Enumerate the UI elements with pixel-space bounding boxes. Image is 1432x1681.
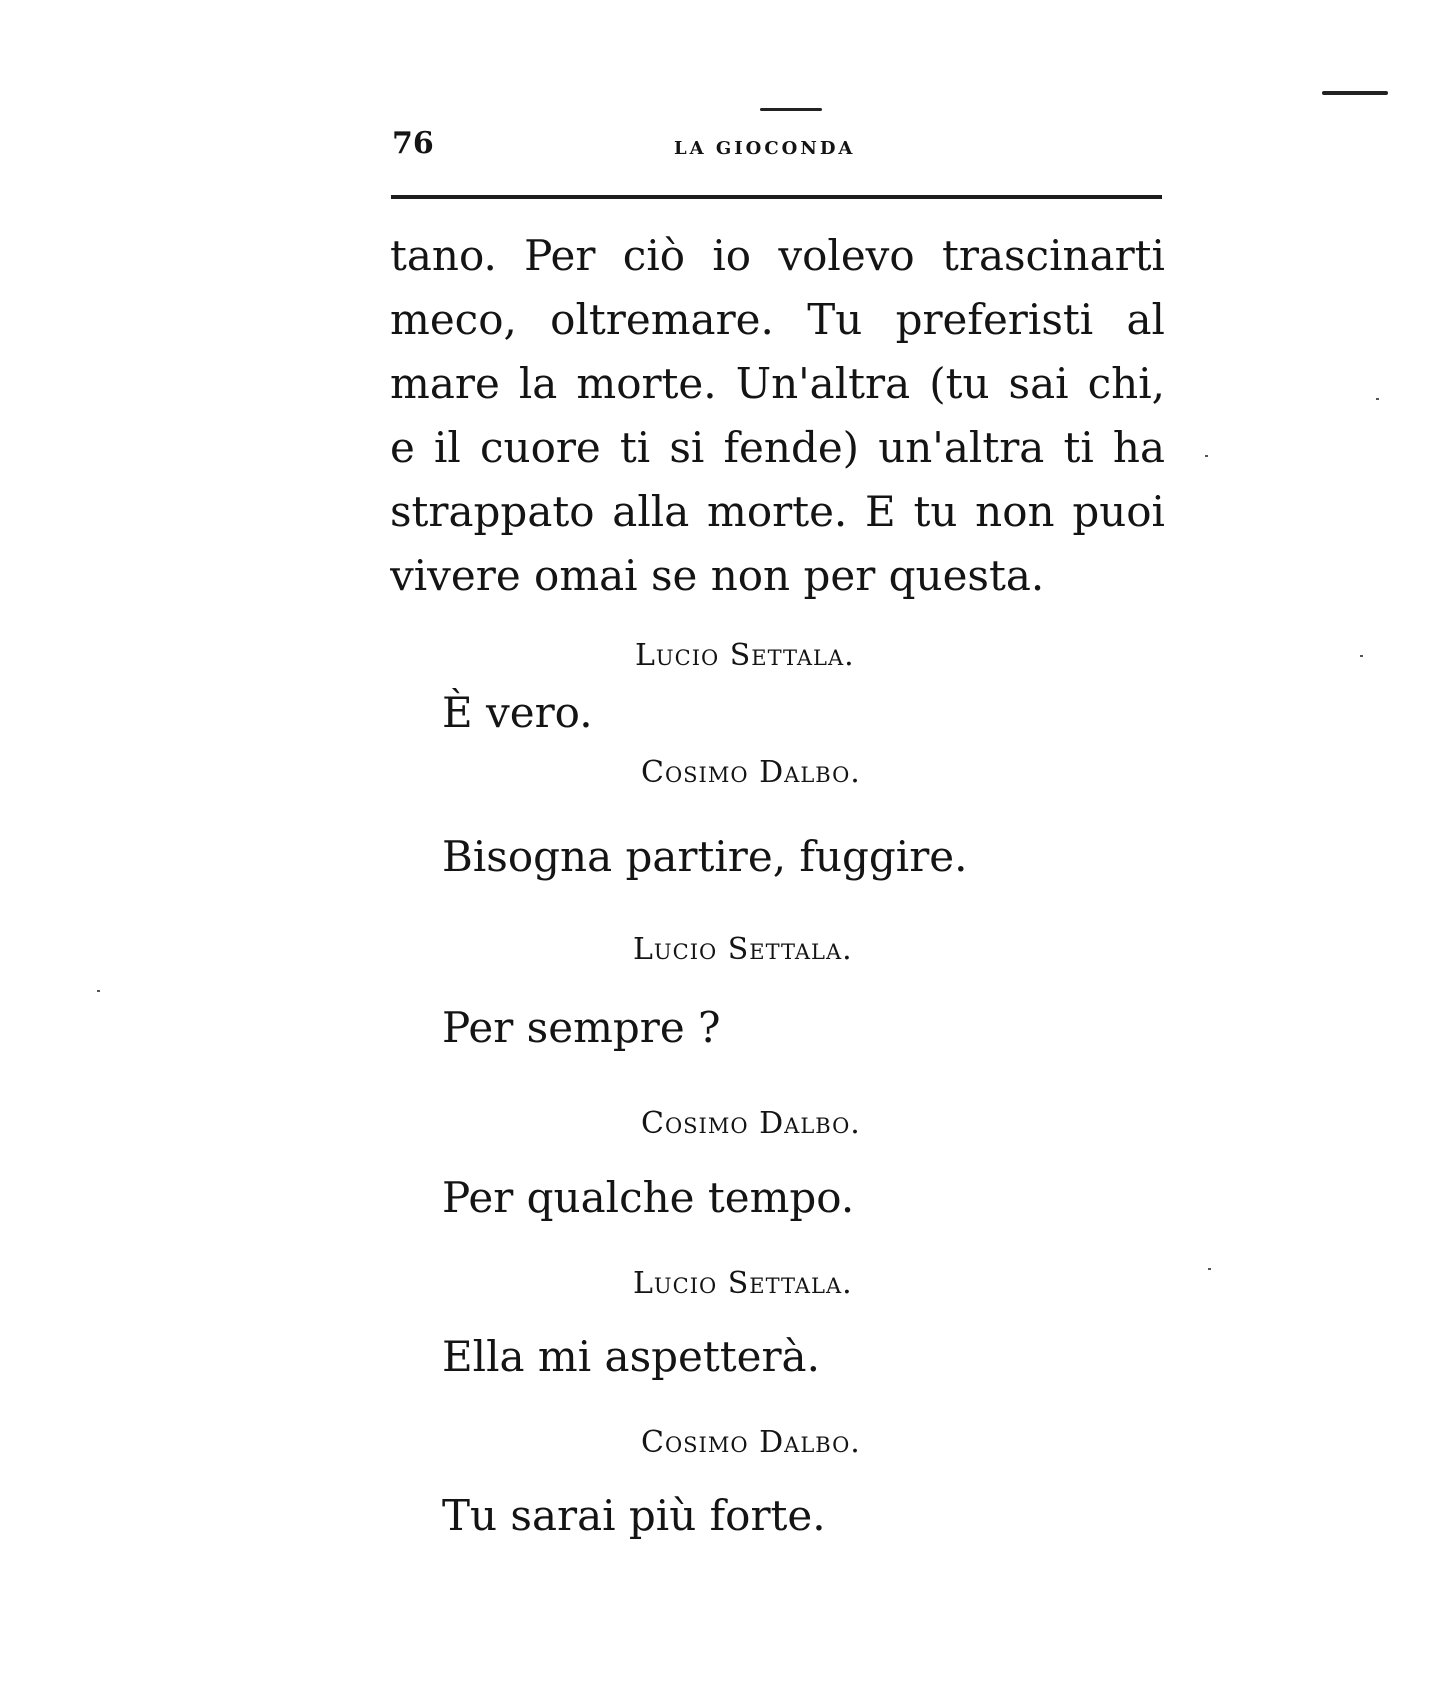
prose-line: strappato alla morte. E tu non puoi	[390, 487, 1165, 536]
running-head	[392, 126, 1162, 166]
header-rule	[391, 195, 1162, 199]
paper-speck	[1376, 398, 1379, 400]
speech-line: Ella mi aspetterà.	[442, 1332, 820, 1381]
prose-line: meco, oltremare. Tu preferisti al	[390, 295, 1165, 344]
paper-speck	[97, 990, 100, 992]
print-mark	[1322, 91, 1388, 95]
running-title: LA GIOCONDA	[674, 138, 856, 159]
speaker-name: Lucio Settala.	[633, 932, 853, 967]
prose-line: vivere omai se non per questa.	[390, 551, 1045, 600]
speaker-name: Lucio Settala.	[633, 1266, 853, 1301]
speech-line: Per sempre ?	[442, 1003, 721, 1052]
speech-line: Per qualche tempo.	[442, 1173, 855, 1222]
prose-line: mare la morte. Un'altra (tu sai chi,	[390, 359, 1165, 408]
prose-paragraph	[390, 224, 1165, 608]
speaker-name: Cosimo Dalbo.	[641, 1106, 861, 1141]
speaker-name: Cosimo Dalbo.	[641, 755, 861, 790]
speech-line: Tu sarai più forte.	[442, 1491, 826, 1540]
prose-line: e il cuore ti si fende) un'altra ti ha	[390, 423, 1165, 472]
speaker-name: Lucio Settala.	[635, 638, 855, 673]
prose-line: tano. Per ciò io volevo trascinarti	[390, 231, 1165, 280]
page-number: 76	[392, 126, 434, 161]
paper-speck	[1208, 1268, 1211, 1270]
speech-line: Bisogna partire, fuggire.	[442, 832, 968, 881]
print-mark	[760, 108, 822, 111]
speaker-name: Cosimo Dalbo.	[641, 1425, 861, 1460]
speech-line: È vero.	[442, 688, 593, 737]
paper-speck	[1205, 455, 1208, 457]
paper-speck	[1360, 655, 1363, 657]
